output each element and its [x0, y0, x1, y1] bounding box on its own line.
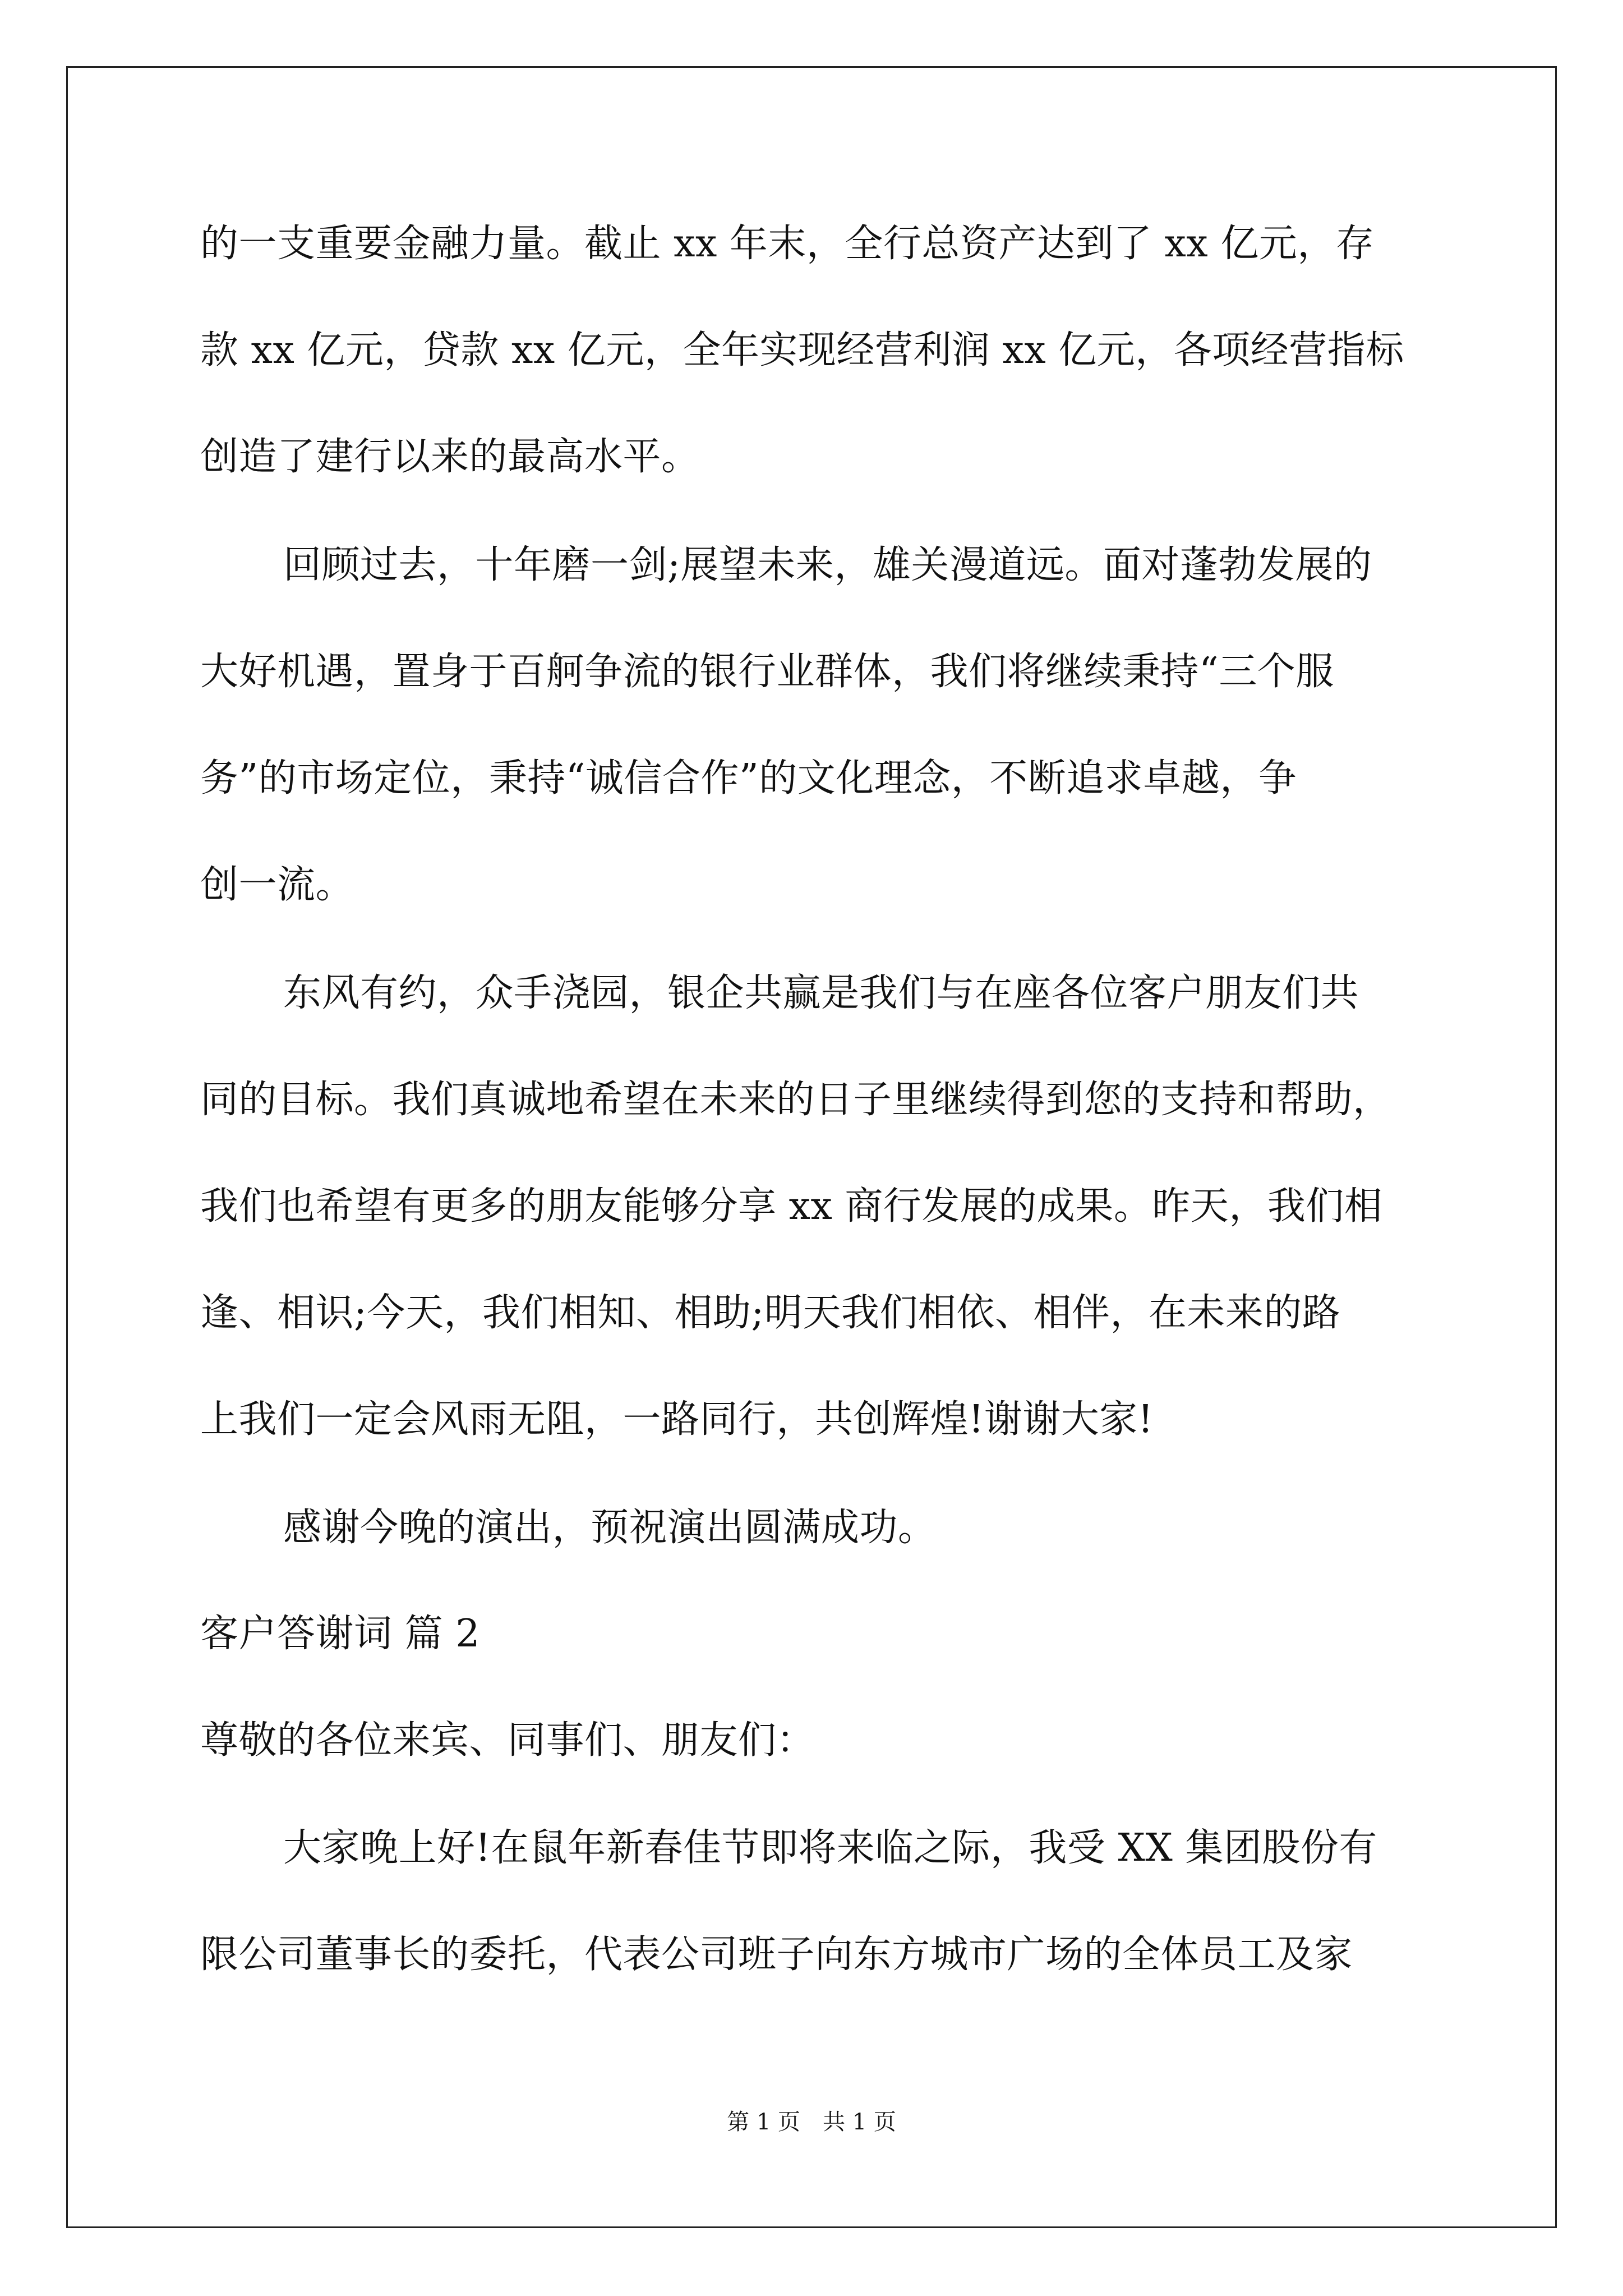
paragraph-line: 创造了建行以来的最高水平。	[200, 435, 700, 479]
paragraph-line: 我们也希望有更多的朋友能够分享 xx 商行发展的成果。昨天，我们相	[200, 1184, 1383, 1228]
paragraph-line: 大好机遇，置身于百舸争流的银行业群体，我们将继续秉持“三个服	[200, 650, 1334, 694]
page-border	[66, 66, 1557, 2228]
paragraph-line: 务”的市场定位，秉持“诚信合作”的文化理念，不断追求卓越，争	[200, 756, 1297, 800]
paragraph-line: 的一支重要金融力量。截止 xx 年末，全行总资产达到了 xx 亿元，存	[200, 222, 1375, 266]
paragraph-line: 东风有约，众手浇园，银企共赢是我们与在座各位客户朋友们共	[283, 971, 1359, 1015]
paragraph-line: 上我们一定会风雨无阻，一路同行，共创辉煌!谢谢大家!	[200, 1397, 1154, 1442]
paragraph-line: 同的目标。我们真诚地希望在未来的日子里继续得到您的支持和帮助，	[200, 1078, 1391, 1122]
section-heading: 客户答谢词 篇 2	[200, 1612, 480, 1656]
paragraph-line: 感谢今晚的演出，预祝演出圆满成功。	[283, 1506, 937, 1550]
paragraph-line: 回顾过去，十年磨一剑;展望未来，雄关漫道远。面对蓬勃发展的	[283, 543, 1372, 587]
paragraph-line: 逢、相识;今天，我们相知、相助;明天我们相依、相伴，在未来的路	[200, 1291, 1341, 1335]
paragraph-line: 款 xx 亿元，贷款 xx 亿元，全年实现经营利润 xx 亿元，各项经营指标	[200, 328, 1404, 372]
paragraph-line: 创一流。	[200, 863, 354, 907]
salutation: 尊敬的各位来宾、同事们、朋友们：	[200, 1718, 815, 1763]
page-footer: 第 1 页 共 1 页	[727, 2109, 896, 2135]
paragraph-line: 限公司董事长的委托，代表公司班子向东方城市广场的全体员工及家	[200, 1932, 1353, 1977]
paragraph-line: 大家晚上好!在鼠年新春佳节即将来临之际，我受 XX 集团股份有	[283, 1826, 1377, 1870]
